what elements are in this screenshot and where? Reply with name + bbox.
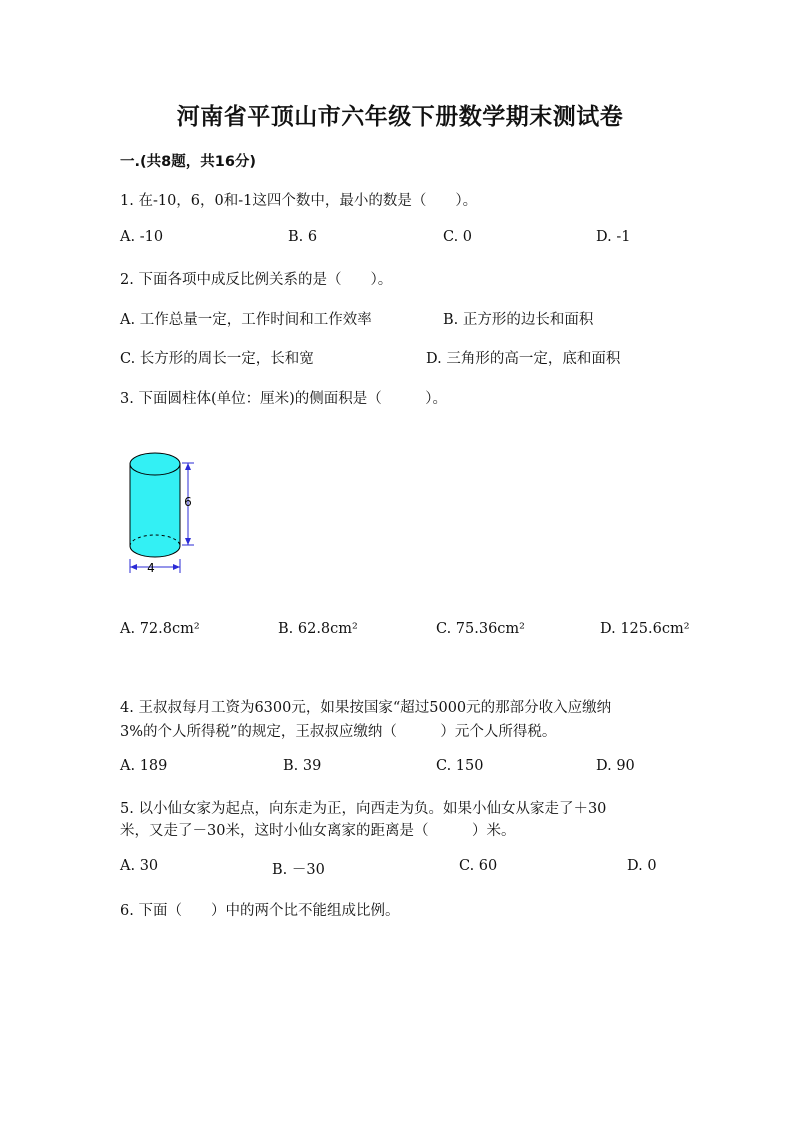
question-5-option-b: B. －30 — [272, 862, 325, 878]
cylinder-figure — [118, 440, 228, 584]
cylinder-body — [130, 464, 180, 557]
question-3-stem: 3. 下面圆柱体(单位：厘米)的侧面积是（ ）。 — [120, 391, 448, 407]
question-2-stem: 2. 下面各项中成反比例关系的是（ ）。 — [120, 272, 393, 288]
page-title: 河南省平顶山市六年级下册数学期末测试卷 — [176, 104, 624, 130]
diameter-label: 4 — [147, 561, 155, 575]
question-3-option-c: C. 75.36cm² — [436, 621, 525, 637]
question-4-stem-line-1: 4. 王叔叔每月工资为6300元，如果按国家“超过5000元的那部分收入应缴纳 — [120, 700, 612, 716]
section-heading: 一.(共8题，共16分) — [120, 154, 257, 170]
question-1-option-b: B. 6 — [288, 229, 318, 245]
question-4-option-d: D. 90 — [596, 758, 635, 774]
question-2-option-b: B. 正方形的边长和面积 — [443, 312, 594, 328]
question-3-option-a: A. 72.8cm² — [120, 621, 200, 637]
question-5-option-c: C. 60 — [459, 858, 498, 874]
question-5-option-d: D. 0 — [627, 858, 657, 874]
question-2-option-c: C. 长方形的周长一定，长和宽 — [120, 351, 314, 367]
question-5-option-a: A. 30 — [120, 858, 159, 874]
question-4-option-c: C. 150 — [436, 758, 484, 774]
question-5-stem-line-1: 5. 以小仙女家为起点，向东走为正，向西走为负。如果小仙女从家走了＋30 — [120, 801, 607, 817]
question-4-option-a: A. 189 — [120, 758, 168, 774]
cylinder-top — [130, 453, 180, 475]
question-4-option-b: B. 39 — [283, 758, 322, 774]
height-label: 6 — [184, 495, 192, 509]
question-2-option-d: D. 三角形的高一定，底和面积 — [426, 351, 621, 367]
question-3-option-b: B. 62.8cm² — [278, 621, 358, 637]
question-2-option-a: A. 工作总量一定，工作时间和工作效率 — [120, 312, 372, 328]
question-5-stem-line-2: 米，又走了－30米，这时小仙女离家的距离是（ ）米。 — [120, 823, 516, 839]
question-1-option-a: A. -10 — [120, 229, 164, 245]
question-4-stem-line-2: 3%的个人所得税”的规定，王叔叔应缴纳（ ）元个人所得税。 — [120, 724, 557, 740]
question-3-option-d: D. 125.6cm² — [600, 621, 690, 637]
question-1-option-d: D. -1 — [596, 229, 631, 245]
question-6-stem: 6. 下面（ ）中的两个比不能组成比例。 — [120, 903, 400, 919]
question-1-stem: 1. 在-10，6，0和-1这四个数中，最小的数是（ ）。 — [120, 193, 478, 209]
question-1-option-c: C. 0 — [443, 229, 473, 245]
